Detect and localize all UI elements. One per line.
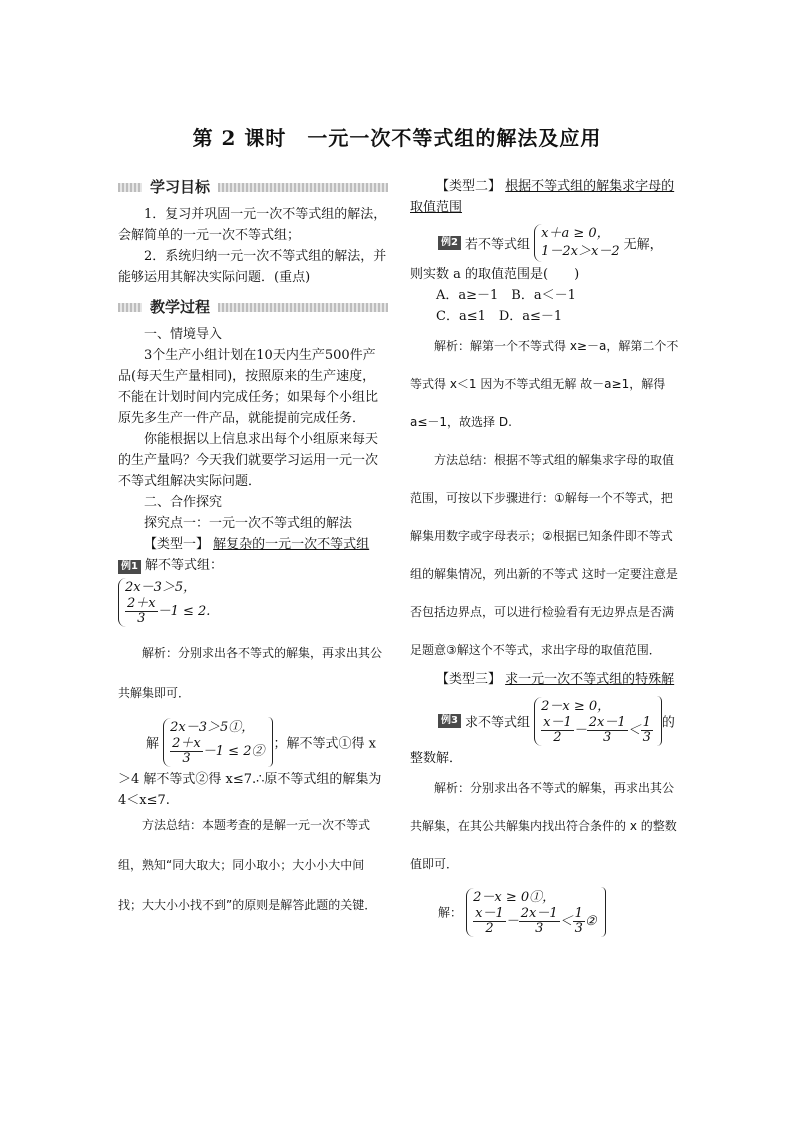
example-3-tail: 整数解． — [410, 751, 463, 766]
example-3-after: 的 — [661, 715, 675, 731]
fraction-numerator: 2x－1 — [588, 714, 626, 730]
fraction — [573, 907, 585, 936]
goal-item-1: 1．复习并巩固一元一次不等式组的解法，会解简单的一元一次不等式组； — [118, 207, 387, 243]
fraction-denominator: 3 — [642, 729, 651, 745]
solution-line-1: 2x－3＞5①， — [170, 719, 255, 735]
fraction — [587, 716, 628, 745]
system-line-2 — [125, 597, 210, 626]
type2-title: 根据不等式组的解集求字母的取值范围 — [410, 179, 675, 215]
fraction-denominator: 3 — [603, 729, 612, 745]
solution-line-2 — [170, 737, 264, 766]
situation-text: 3个生产小组计划在10天内生产500件产品(每天生产量相同)，按照原来的生产速度，不能在计划时间内完成任务；如果每个小组比原先多生产一件产品，就能提前完成任务． — [118, 348, 379, 426]
example-2-analysis: 解析：解第一个不等式得 x≥－a，解第二个不等式得 x＜1 因为不等式组无解 故－a≥1，解得 a≤－1，故选择 D. — [410, 339, 679, 429]
section-banner-goals — [118, 176, 388, 198]
example-1-summary: 方法总结：本题考查的是解一元一次不等式组，熟知“同大取大；同小取小；大小小大中间找；大大小小找不到”的原则是解答此题的关键． — [118, 818, 377, 912]
example-2 — [410, 224, 680, 262]
solution-system — [163, 718, 268, 767]
example-2-options-row-1: A．a≥－1 B．a＜－1 — [436, 288, 576, 303]
solution-system — [466, 888, 600, 937]
fraction-numerator: 2x－1 — [520, 905, 558, 921]
example-3-analysis: 解析：分别求出各不等式的解集，再求出其公共解集，在其公共解集内找出符合条件的 x 的整数值即可． — [410, 781, 677, 871]
system-line-2-rest: －1 ≤ 2. — [157, 604, 211, 619]
example-1-text: 解不等式组： — [144, 558, 223, 573]
goal-item-2: 2．系统归纳一元一次不等式组的解法，并能够运用其解决实际问题．(重点) — [118, 249, 387, 285]
example-2-question: 则实数 a 的取值范围是( ) — [410, 267, 580, 282]
type3-heading — [410, 669, 680, 690]
right-brace — [601, 887, 606, 937]
system-line-1: x＋a ≥ 0， — [541, 226, 610, 241]
fraction-denominator: 2 — [485, 920, 494, 936]
example-1-solution-rest: ＞4 解不等式②得 x≤7.∴原不等式组的解集为 4＜x≤7. — [118, 772, 382, 808]
situation-question: 你能根据以上信息求出每个小组原来每天的生产量吗？今天我们就要学习运用一元一次不等式组解决实际问题． — [118, 432, 379, 489]
example-1-badge: 例1 — [118, 560, 141, 574]
solution-line-2: $\frac{x-1}{2}$ － $\frac{2x-1}{3}$ ＜ $\frac{1}{3}$ ② — [475, 905, 597, 936]
example-3-solution — [410, 887, 680, 937]
example-2-options-row-2: C．a≤1 D．a≤－1 — [436, 309, 563, 324]
fraction-denominator: 2 — [553, 729, 562, 745]
fraction-denominator: 3 — [574, 920, 583, 936]
example-3-badge: 例3 — [438, 714, 461, 728]
type3-title: 求一元一次不等式组的特殊解 — [505, 672, 675, 687]
section-explore-heading: 二、合作探究 — [144, 495, 223, 510]
solution-lead: 解： — [438, 905, 463, 920]
page-title: 第 2 课时 一元一次不等式组的解法及应用 — [192, 126, 602, 150]
fraction — [125, 597, 158, 626]
solution-after: ；解不等式①得 x — [273, 736, 376, 752]
section-situation-heading: 一、情境导入 — [144, 327, 223, 342]
example-2-lead: 若不等式组 — [464, 237, 530, 253]
type2-tag: 【类型二】 — [436, 179, 502, 194]
circled-mark: ② — [584, 913, 597, 929]
solution-line-2-rest: －1 ≤ 2② — [202, 743, 265, 759]
fraction-numerator: 2＋x — [127, 596, 156, 611]
fraction — [170, 737, 203, 766]
system-line-1: 2－x ≥ 0， — [541, 698, 611, 714]
goals-header: 学习目标 — [142, 176, 218, 198]
fraction-numerator: 2＋x — [172, 735, 201, 751]
fraction-numerator: 1 — [642, 714, 651, 730]
example-2-summary: 方法总结：根据不等式组的解集求字母的取值范围，可按以下步骤进行：①解每一个不等式，把解集用数字或字母表示；②根据已知条件即不等式组的解集情况，列出新的不等式 这时一定要注意是否包括边界点，可以进行检验看有无边界点是否满足题意③解这个不等式，求出字母的取值范围． — [410, 453, 678, 657]
type2-heading — [410, 176, 680, 218]
fraction-denominator: 3 — [535, 920, 544, 936]
solution-line-1: 2－x ≥ 0①， — [473, 889, 556, 905]
system-line-2: $\frac{x-1}{2}$ － $\frac{2x-1}{3}$ ＜ $\frac{1}{3}$ — [543, 714, 651, 745]
type3-tag: 【类型三】 — [436, 672, 502, 687]
system-line-1: 2x－3＞5， — [125, 580, 197, 595]
process-header: 教学过程 — [142, 296, 218, 318]
right-column — [410, 176, 680, 937]
section-banner-process — [118, 296, 388, 318]
fraction — [473, 907, 506, 936]
fraction-denominator: 3 — [182, 750, 191, 766]
explore-point-1: 探究点一：一元一次不等式组的解法 — [144, 516, 353, 531]
example-2-badge: 例2 — [438, 236, 461, 250]
fraction — [541, 716, 574, 745]
type1-heading — [118, 534, 388, 555]
fraction-numerator: x－1 — [543, 714, 572, 730]
solution-lead: 解 — [146, 736, 160, 752]
type1-tag: 【类型一】 — [144, 537, 210, 552]
example-1 — [118, 555, 388, 576]
left-column — [118, 176, 388, 925]
inequality-system — [534, 697, 657, 746]
system-line-2: 1－2x＞x－2 — [541, 244, 620, 259]
example-2-after: 无解， — [623, 237, 663, 253]
type1-title: 解复杂的一元一次不等式组 — [213, 537, 370, 552]
example-1-analysis: 解析：分别求出各不等式的解集，再求出其公共解集即可． — [118, 646, 383, 700]
example-3 — [410, 696, 680, 746]
fraction — [519, 907, 560, 936]
fraction-denominator: 3 — [137, 611, 146, 626]
fraction-numerator: 1 — [574, 905, 583, 921]
example-3-lead: 求不等式组 — [464, 715, 530, 731]
fraction-numerator: x－1 — [475, 905, 504, 921]
inequality-system — [534, 224, 623, 262]
inequality-system — [118, 578, 214, 627]
fraction — [641, 716, 653, 745]
example-1-system — [118, 578, 388, 627]
example-1-solution — [118, 717, 388, 767]
